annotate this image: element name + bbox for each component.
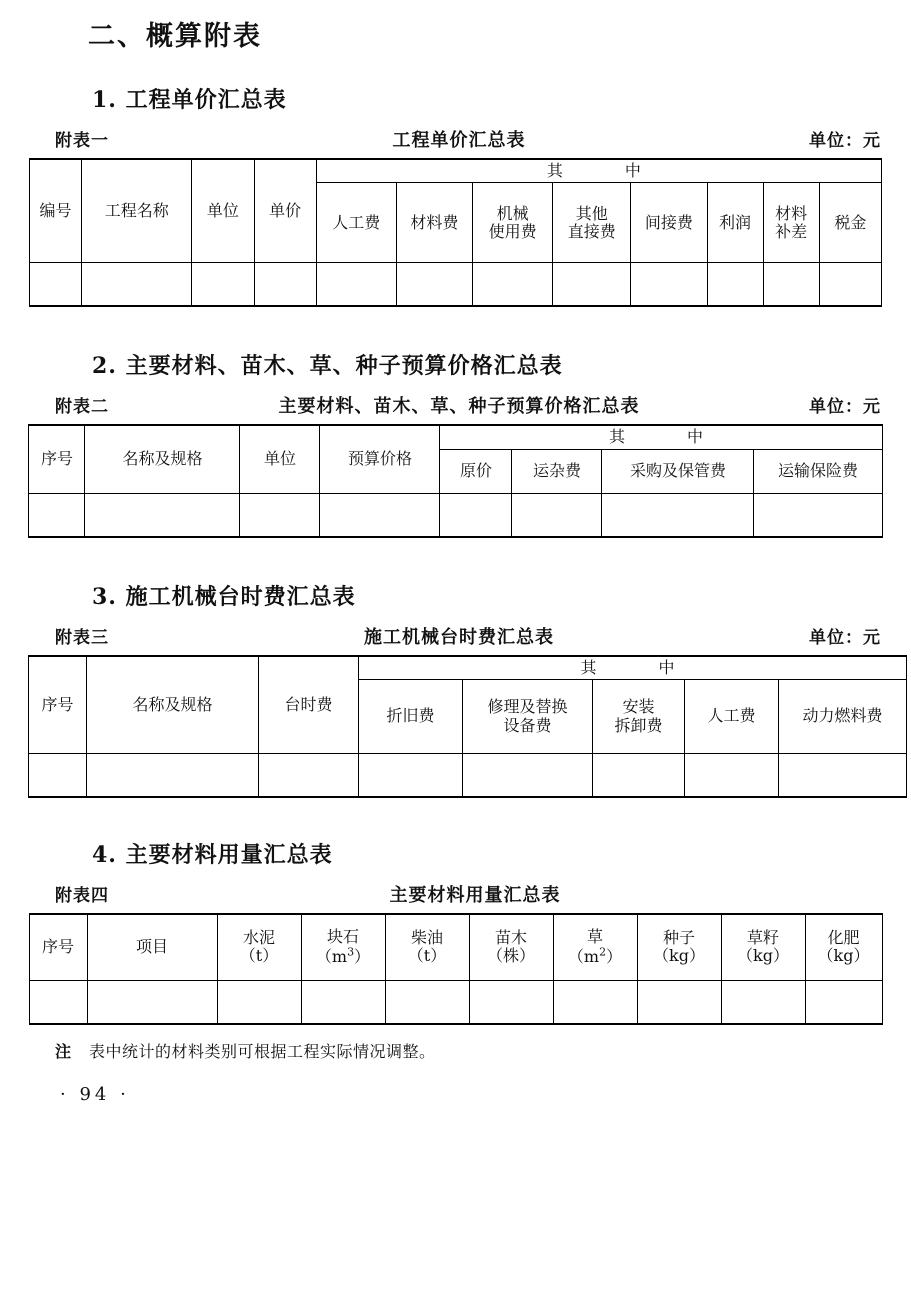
table-row <box>30 159 882 183</box>
table-1-heading: 1. 工程单价汇总表 <box>92 87 287 113</box>
th-other-direct-cost: 其他 直接费 <box>553 183 631 263</box>
cell <box>721 980 805 1024</box>
table-row <box>29 425 882 449</box>
table-1-holder <box>0 158 911 307</box>
table-4-caption <box>0 869 911 913</box>
table-2-caption-right: 单位：元 <box>809 397 881 417</box>
table-4-heading: 4. 主要材料用量汇总表 <box>92 842 333 869</box>
table-3-holder <box>0 655 911 798</box>
cell <box>217 980 301 1024</box>
cell <box>463 754 593 798</box>
th-material-cost: 材料费 <box>396 183 472 263</box>
cell <box>85 493 240 537</box>
th-group-among: 其 中 <box>359 656 907 680</box>
cell <box>553 263 631 307</box>
table-row <box>29 980 882 1024</box>
cell <box>396 263 472 307</box>
cell <box>87 754 259 798</box>
cell <box>754 493 882 537</box>
table-3-caption-center: 施工机械台时费汇总表 <box>364 626 554 647</box>
table-1-caption <box>0 114 911 158</box>
table-row <box>29 493 882 537</box>
table-2-caption-center: 主要材料、苗木、草、种子预算价格汇总表 <box>278 396 640 417</box>
page-number: · 94 · <box>60 1083 130 1105</box>
th-code: 编号 <box>30 159 82 263</box>
table-3-heading: 3. 施工机械台时费汇总表 <box>92 583 356 610</box>
th-rubble: 块石 $(m^3)$ <box>301 914 385 980</box>
cell <box>259 754 359 798</box>
th-indirect-cost: 间接费 <box>631 183 707 263</box>
cell <box>685 754 779 798</box>
cell <box>819 263 881 307</box>
table-4-caption-center: 主要材料用量汇总表 <box>389 885 561 906</box>
cell <box>29 754 87 798</box>
th-project-name: 工程名称 <box>82 159 192 263</box>
th-seq: 序号 <box>29 425 85 493</box>
th-seq: 序号 <box>29 914 87 980</box>
th-budget-price: 预算价格 <box>320 425 440 493</box>
cell <box>240 493 320 537</box>
table-2-caption-left: 附表二 <box>55 397 109 417</box>
th-transport-insurance: 运输保险费 <box>754 449 882 493</box>
th-unit-price: 单价 <box>254 159 316 263</box>
cell <box>469 980 553 1024</box>
th-freight-misc: 运杂费 <box>512 449 602 493</box>
th-hourly-cost: 台时费 <box>259 656 359 754</box>
note-label: 注 <box>55 1043 72 1061</box>
th-group-among: 其 中 <box>440 425 882 449</box>
cell <box>320 493 440 537</box>
cell <box>87 980 217 1024</box>
th-cement: 水泥 （t） <box>217 914 301 980</box>
table-3-caption-right: 单位：元 <box>809 627 881 647</box>
cell <box>805 980 882 1024</box>
cell <box>553 980 637 1024</box>
engineering-unit-price-table <box>29 158 882 307</box>
th-purchase-storage: 采购及保管费 <box>602 449 754 493</box>
cell <box>593 754 685 798</box>
th-repair-replacement: 修理及替换 设备费 <box>463 680 593 754</box>
th-seedling: 苗木 （株） <box>469 914 553 980</box>
cell <box>779 754 907 798</box>
table-4-caption-left: 附表四 <box>55 886 109 906</box>
table-1-caption-center: 工程单价汇总表 <box>392 130 526 150</box>
cell <box>254 263 316 307</box>
th-group-among: 其 中 <box>316 159 881 183</box>
table-4-holder <box>0 913 911 1025</box>
table-3-caption-left: 附表三 <box>55 627 109 647</box>
cell <box>385 980 469 1024</box>
th-labor-cost: 人工费 <box>685 680 779 754</box>
cell <box>707 263 763 307</box>
page-title: 二、概算附表 <box>88 21 262 51</box>
table-row <box>29 656 907 680</box>
table-1-caption-right: 单位：元 <box>809 131 881 150</box>
th-unit: 单位 <box>240 425 320 493</box>
cell <box>602 493 754 537</box>
machinery-hourly-cost-table <box>28 655 907 798</box>
table-row <box>29 754 907 798</box>
th-machine-usage-cost: 机械 使用费 <box>472 183 552 263</box>
table-row <box>29 914 882 980</box>
note-text: 表中统计的材料类别可根据工程实际情况调整。 <box>89 1043 436 1061</box>
cell <box>29 493 85 537</box>
th-unit: 单位 <box>192 159 254 263</box>
th-tax: 税金 <box>819 183 881 263</box>
th-depreciation: 折旧费 <box>359 680 463 754</box>
cell <box>359 754 463 798</box>
th-seed: 种子 （kg） <box>637 914 721 980</box>
cell <box>82 263 192 307</box>
cell <box>316 263 396 307</box>
cell <box>637 980 721 1024</box>
cell <box>631 263 707 307</box>
th-labor-cost: 人工费 <box>316 183 396 263</box>
table-1-caption-left: 附表一 <box>55 131 109 150</box>
cell <box>29 980 87 1024</box>
cell <box>763 263 819 307</box>
th-diesel: 柴油 （t） <box>385 914 469 980</box>
table-row <box>30 263 882 307</box>
th-grass-seed: 草籽 （kg） <box>721 914 805 980</box>
cell <box>30 263 82 307</box>
th-power-fuel: 动力燃料费 <box>779 680 907 754</box>
table-2-caption <box>0 380 911 424</box>
material-quantity-table <box>29 913 883 1025</box>
table-3-caption <box>0 611 911 655</box>
th-fertilizer: 化肥 （kg） <box>805 914 882 980</box>
cell <box>301 980 385 1024</box>
table-note <box>0 1025 911 1062</box>
cell <box>512 493 602 537</box>
cell <box>472 263 552 307</box>
table-2-heading: 2. 主要材料、苗木、草、种子预算价格汇总表 <box>92 353 563 380</box>
th-material-subsidy: 材料 补差 <box>763 183 819 263</box>
th-profit: 利润 <box>707 183 763 263</box>
th-grass: 草 $(m^2)$ <box>553 914 637 980</box>
th-seq: 序号 <box>29 656 87 754</box>
table-2-holder <box>0 424 911 537</box>
th-item: 项目 <box>87 914 217 980</box>
th-name-spec: 名称及规格 <box>87 656 259 754</box>
th-install-dismantle: 安装 拆卸费 <box>593 680 685 754</box>
th-original-price: 原价 <box>440 449 512 493</box>
th-name-spec: 名称及规格 <box>85 425 240 493</box>
material-budget-price-table <box>28 424 882 537</box>
cell <box>440 493 512 537</box>
cell <box>192 263 254 307</box>
